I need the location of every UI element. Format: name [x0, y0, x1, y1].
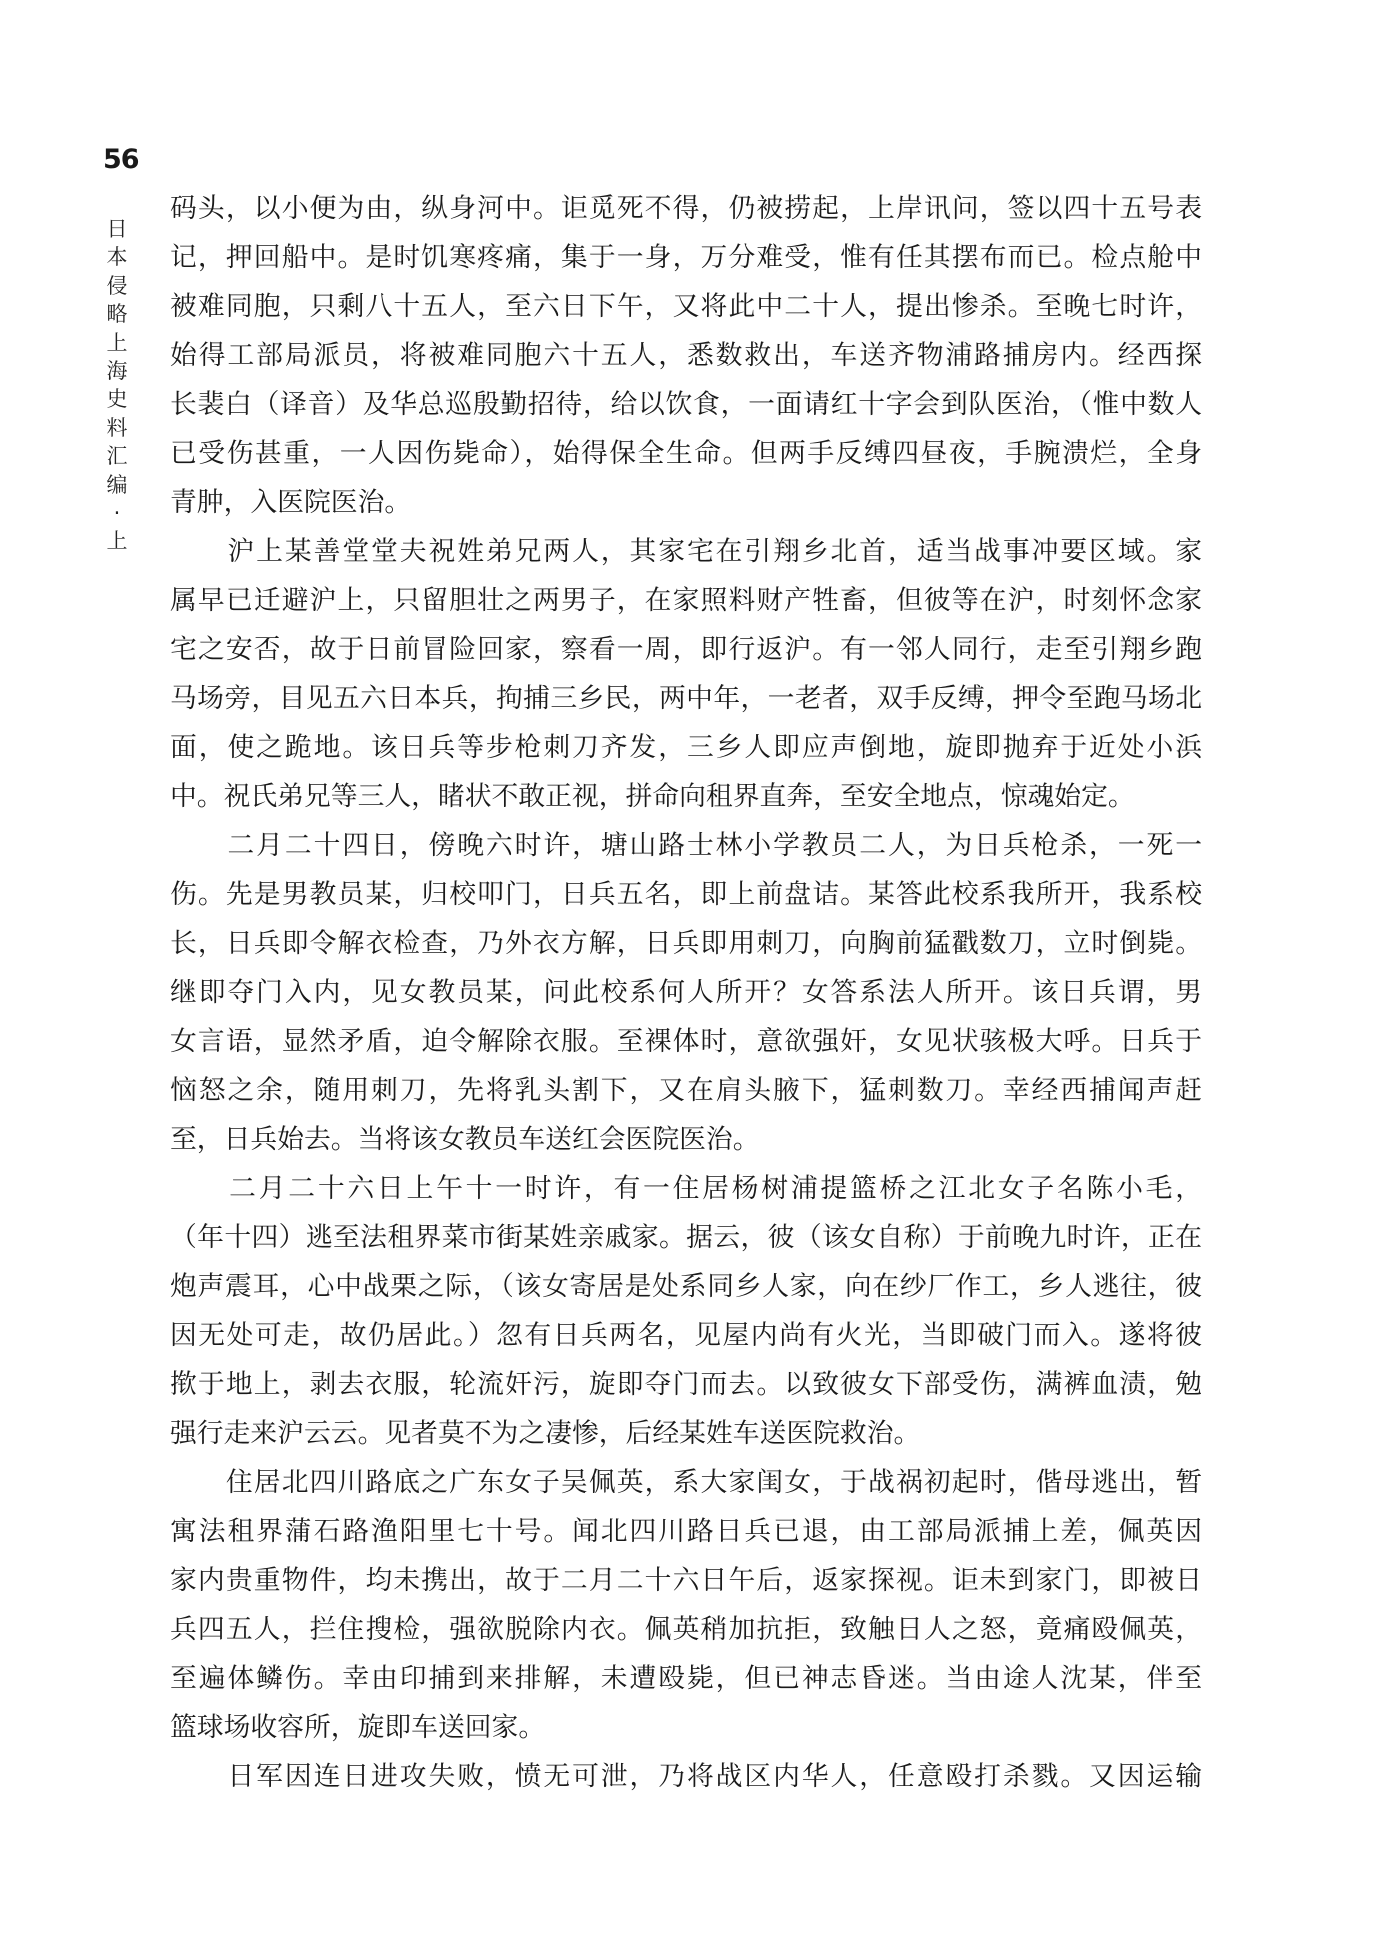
running-head: 日本侵略上海史料汇编·上: [106, 217, 128, 554]
text-line: 二月二十四日，傍晚六时许，塘山路士林小学教员二人，为日兵枪杀，一死一: [170, 830, 1202, 861]
text-line: 住居北四川路底之广东女子吴佩英，系大家闺女，于战祸初起时，偕母逃出，暂: [170, 1467, 1202, 1498]
text-line: 宅之安否，故于日前冒险回家，察看一周，即行返沪。有一邻人同行，走至引翔乡跑: [170, 634, 1202, 665]
text-line: 青肿，入医院医治。: [170, 487, 412, 518]
text-line: 日军因连日进攻失败，愤无可泄，乃将战区内华人，任意殴打杀戮。又因运输: [170, 1761, 1202, 1792]
text-line: 篮球场收容所，旋即车送回家。: [170, 1712, 546, 1743]
text-line: 恼怒之余，随用刺刀，先将乳头割下，又在肩头腋下，猛刺数刀。幸经西捕闻声赶: [170, 1075, 1202, 1106]
text-line: 记，押回船中。是时饥寒疼痛，集于一身，万分难受，惟有任其摆布而已。检点舱中: [170, 242, 1202, 273]
text-line: 沪上某善堂堂夫祝姓弟兄两人，其家宅在引翔乡北首，适当战事冲要区域。家: [170, 536, 1202, 567]
text-line: 长裴白（译音）及华总巡殷勤招待，给以饮食，一面请红十字会到队医治，（惟中数人: [170, 389, 1202, 420]
text-line: （年十四）逃至法租界菜市街某姓亲戚家。据云，彼（该女自称）于前晚九时许，正在: [170, 1222, 1202, 1253]
text-line: 家内贵重物件，均未携出，故于二月二十六日午后，返家探视。讵未到家门，即被日: [170, 1565, 1202, 1596]
text-line: 伤。先是男教员某，归校叩门，日兵五名，即上前盘诘。某答此校系我所开，我系校: [170, 879, 1202, 910]
page-number: 56: [103, 144, 139, 175]
text-line: 始得工部局派员，将被难同胞六十五人，悉数救出，车送齐物浦路捕房内。经西探: [170, 340, 1202, 371]
text-line: 寓法租界蒲石路渔阳里七十号。闻北四川路日兵已退，由工部局派捕上差，佩英因: [170, 1516, 1202, 1547]
text-line: 炮声震耳，心中战栗之际，（该女寄居是处系同乡人家，向在纱厂作工，乡人逃往，彼: [170, 1271, 1202, 1302]
text-line: 被难同胞，只剩八十五人，至六日下午，又将此中二十人，提出惨杀。至晚七时许，: [170, 291, 1202, 322]
text-line: 已受伤甚重，一人因伤毙命），始得保全生命。但两手反缚四昼夜，手腕溃烂，全身: [170, 438, 1202, 469]
body-text: [170, 184, 1202, 1801]
text-line: 面，使之跪地。该日兵等步枪刺刀齐发，三乡人即应声倒地，旋即抛弃于近处小浜: [170, 732, 1202, 763]
text-line: 兵四五人，拦住搜检，强欲脱除内衣。佩英稍加抗拒，致触日人之怒，竟痛殴佩英，: [170, 1614, 1202, 1645]
text-line: 至遍体鳞伤。幸由印捕到来排解，未遭殴毙，但已神志昏迷。当由途人沈某，伴至: [170, 1663, 1202, 1694]
text-line: 揿于地上，剥去衣服，轮流奸污，旋即夺门而去。以致彼女下部受伤，满裤血渍，勉: [170, 1369, 1202, 1400]
text-line: 长，日兵即令解衣检查，乃外衣方解，日兵即用刺刀，向胸前猛戳数刀，立时倒毙。: [170, 928, 1202, 959]
text-line: 女言语，显然矛盾，迫令解除衣服。至裸体时，意欲强奸，女见状骇极大呼。日兵于: [170, 1026, 1202, 1057]
text-line: 马场旁，目见五六日本兵，拘捕三乡民，两中年，一老者，双手反缚，押令至跑马场北: [170, 683, 1202, 714]
text-line: 至，日兵始去。当将该女教员车送红会医院医治。: [170, 1124, 760, 1155]
text-line: 码头，以小便为由，纵身河中。讵觅死不得，仍被捞起，上岸讯问，签以四十五号表: [170, 193, 1202, 224]
text-line: 二月二十六日上午十一时许，有一住居杨树浦提篮桥之江北女子名陈小毛，: [170, 1173, 1202, 1204]
text-line: 继即夺门入内，见女教员某，问此校系何人所开？女答系法人所开。该日兵谓，男: [170, 977, 1202, 1008]
text-line: 强行走来沪云云。见者莫不为之凄惨，后经某姓车送医院救治。: [170, 1418, 921, 1449]
text-line: 因无处可走，故仍居此。）忽有日兵两名，见屋内尚有火光，当即破门而入。遂将彼: [170, 1320, 1202, 1351]
text-line: 中。祝氏弟兄等三人，睹状不敢正视，拼命向租界直奔，至安全地点，惊魂始定。: [170, 781, 1135, 812]
text-line: 属早已迁避沪上，只留胆壮之两男子，在家照料财产牲畜，但彼等在沪，时刻怀念家: [170, 585, 1202, 616]
